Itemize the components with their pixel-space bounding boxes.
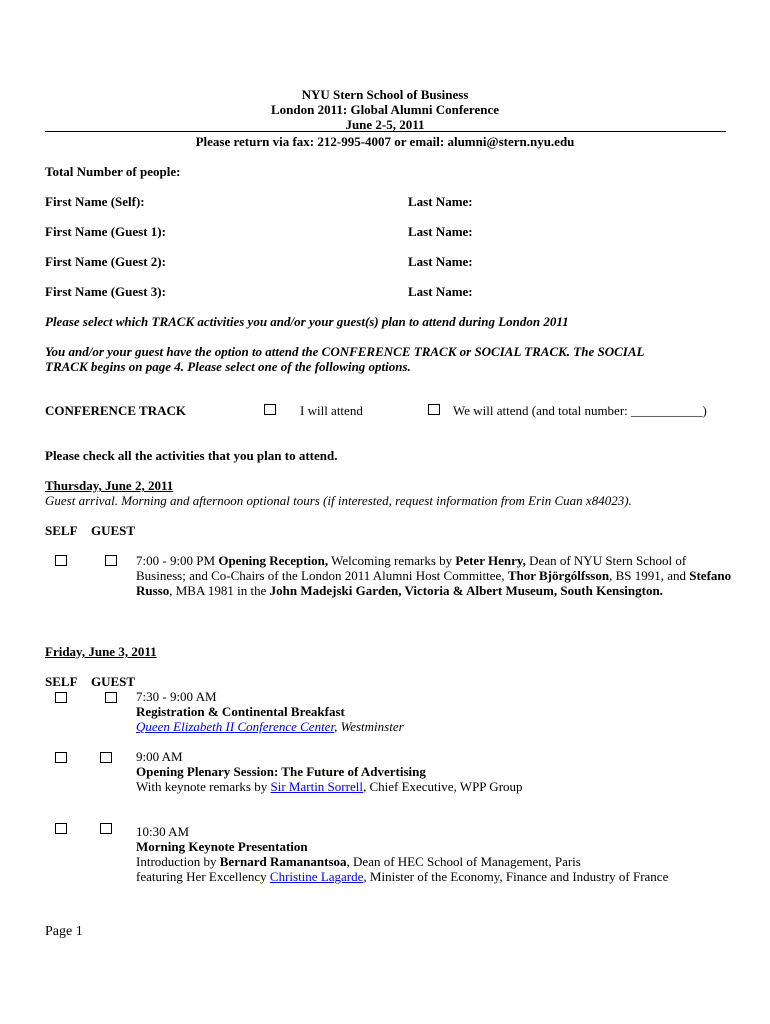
check-all-instruction: Please check all the activities that you plan to attend. <box>45 448 338 463</box>
christine-lagarde-link[interactable]: Christine Lagarde <box>269 869 364 884</box>
plenary-self-checkbox[interactable] <box>55 752 67 763</box>
thursday-self-label: SELF <box>45 523 78 538</box>
plenary-time: 9:00 AM <box>136 749 183 764</box>
keynote-featuring-suffix: , Minister of the Economy, Finance and Industry of France <box>363 869 669 884</box>
breakfast-location-suffix: , Westminster <box>334 719 404 734</box>
plenary-title: Opening Plenary Session: The Future of Advertising <box>136 764 426 779</box>
plenary-speaker-suffix: , Chief Executive, WPP Group <box>362 779 523 794</box>
friday-self-label: SELF <box>45 674 78 689</box>
reception-person-2: Thor Björgólfsson <box>507 568 610 583</box>
breakfast-time: 7:30 - 9:00 AM <box>136 689 217 704</box>
keynote-guest-checkbox[interactable] <box>100 823 112 834</box>
keynote-featuring <box>136 869 668 884</box>
keynote-intro-person: Bernard Ramanantsoa <box>219 854 347 869</box>
thursday-reception-guest-checkbox[interactable] <box>105 555 117 566</box>
conference-track-label: CONFERENCE TRACK <box>45 403 186 418</box>
last-name-self-label: Last Name: <box>408 194 473 209</box>
reception-person-3: Stefano Russo <box>136 568 732 598</box>
last-name-guest2-label: Last Name: <box>408 254 473 269</box>
header-line-3: June 2-5, 2011 <box>345 117 425 132</box>
i-will-attend-checkbox[interactable] <box>264 404 276 415</box>
plenary-speaker <box>136 779 523 794</box>
thursday-guest-label: GUEST <box>91 523 136 538</box>
first-name-self-label: First Name (Self): <box>45 194 145 209</box>
keynote-featuring-prefix: featuring Her Excellency <box>136 869 270 884</box>
page-number: Page 1 <box>45 924 83 939</box>
first-name-guest3-label: First Name (Guest 3): <box>45 284 166 299</box>
header-line-1: NYU Stern School of Business <box>301 87 469 102</box>
first-name-guest1-label: First Name (Guest 1): <box>45 224 166 239</box>
last-name-guest1-label: Last Name: <box>408 224 473 239</box>
reception-text-2: Dean of NYU Stern School of Business; and Co-Chairs of the London 2011 Alumni Host Committee, <box>136 553 687 583</box>
track-option-line-2: TRACK begins on page 4. Please select one of the following options. <box>45 359 411 374</box>
breakfast-guest-checkbox[interactable] <box>105 692 117 703</box>
thursday-heading: Thursday, June 2, 2011 <box>45 478 174 493</box>
reception-title: Opening Reception, <box>218 553 329 568</box>
keynote-time: 10:30 AM <box>136 824 190 839</box>
keynote-self-checkbox[interactable] <box>55 823 67 834</box>
friday-guest-label: GUEST <box>91 674 136 689</box>
breakfast-title: Registration & Continental Breakfast <box>136 704 345 719</box>
friday-heading: Friday, June 3, 2011 <box>45 644 157 659</box>
thursday-reception-event <box>136 553 732 598</box>
qeii-center-link[interactable]: Queen Elizabeth II Conference Center <box>136 719 335 734</box>
keynote-intro-suffix: , Dean of HEC School of Management, Paris <box>346 854 581 869</box>
reception-person-1: Peter Henry, <box>455 553 526 568</box>
first-name-guest2-label: First Name (Guest 2): <box>45 254 166 269</box>
breakfast-self-checkbox[interactable] <box>55 692 67 703</box>
reception-text-1: Welcoming remarks by <box>331 553 453 568</box>
keynote-title: Morning Keynote Presentation <box>136 839 308 854</box>
breakfast-location <box>136 719 404 734</box>
thursday-note: Guest arrival. Morning and afternoon optional tours (if interested, request information from Erin Cuan x84023). <box>45 493 632 508</box>
reception-venue: John Madejski Garden, Victoria & Albert Museum, South Kensington. <box>269 583 663 598</box>
we-will-attend-label: We will attend (and total number: ___________) <box>453 403 707 418</box>
track-option-line-1: You and/or your guest have the option to attend the CONFERENCE TRACK or SOCIAL TRACK. The SOCIAL <box>45 344 645 359</box>
header-line-4: Please return via fax: 212-995-4007 or email: alumni@stern.nyu.edu <box>195 134 575 149</box>
martin-sorrell-link[interactable]: Sir Martin Sorrell <box>270 779 363 794</box>
last-name-guest3-label: Last Name: <box>408 284 473 299</box>
track-instruction: Please select which TRACK activities you and/or your guest(s) plan to attend during London 2011 <box>45 314 569 329</box>
thursday-reception-self-checkbox[interactable] <box>55 555 67 566</box>
keynote-introduction <box>136 854 581 869</box>
reception-text-4: , MBA 1981 in the <box>169 583 267 598</box>
keynote-intro-prefix: Introduction by <box>136 854 220 869</box>
plenary-guest-checkbox[interactable] <box>100 752 112 763</box>
total-people-label: Total Number of people: <box>45 164 181 179</box>
header-rule <box>45 131 726 132</box>
reception-text-3: , BS 1991, and <box>609 568 686 583</box>
plenary-speaker-prefix: With keynote remarks by <box>136 779 271 794</box>
i-will-attend-label: I will attend <box>300 403 363 418</box>
header-line-2: London 2011: Global Alumni Conference <box>270 102 499 117</box>
we-will-attend-checkbox[interactable] <box>428 404 440 415</box>
reception-time: 7:00 - 9:00 PM <box>136 553 216 568</box>
